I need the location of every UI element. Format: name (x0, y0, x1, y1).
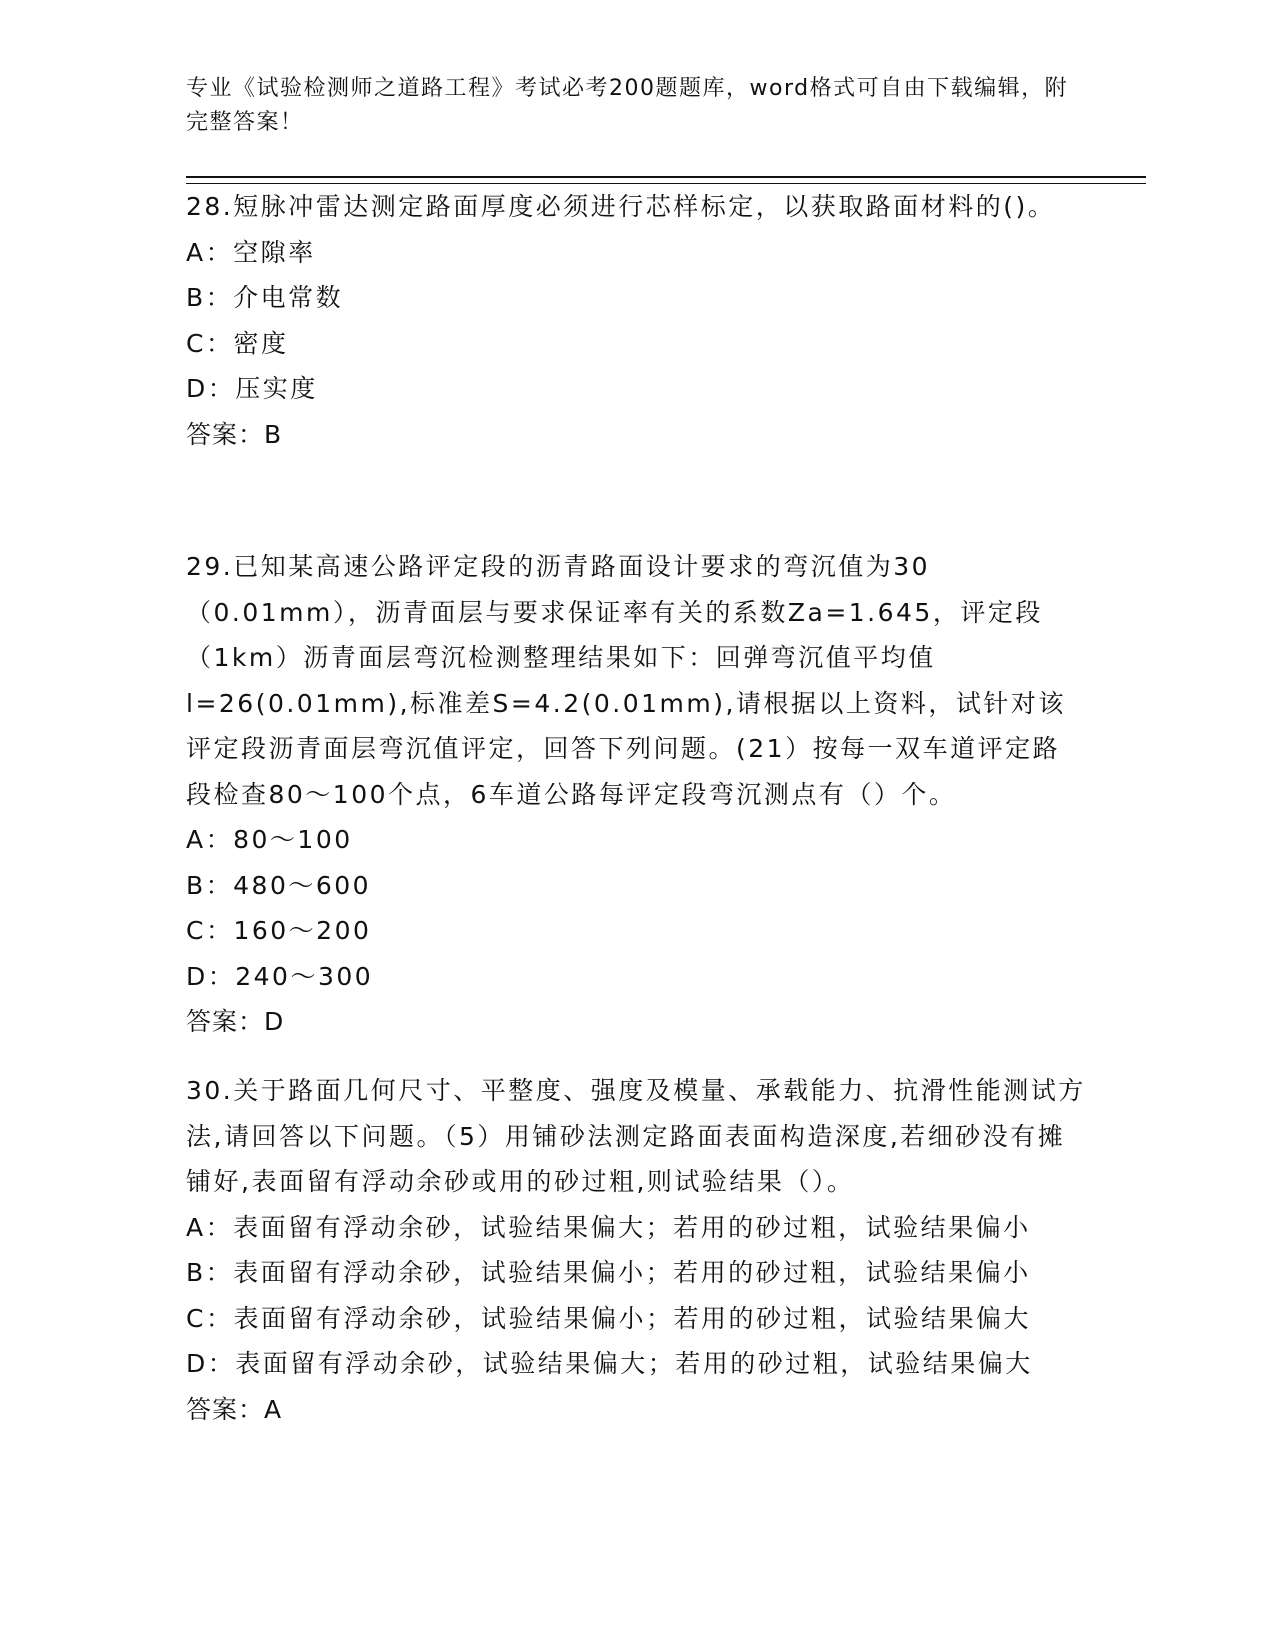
option-a: A：80～100 (186, 825, 353, 854)
option-a: A：空隙率 (186, 237, 316, 267)
option-d: D：表面留有浮动余砂，试验结果偏大；若用的砂过粗，试验结果偏大 (186, 1349, 1033, 1378)
option-c: C：160～200 (186, 916, 372, 945)
question-30 (186, 1068, 1086, 1432)
header-divider-thick (186, 176, 1146, 178)
document-header (186, 72, 1086, 140)
question-stem: 29.已知某高速公路评定段的沥青路面设计要求的弯沉值为30（0.01mm），沥青面层与要求保证率有关的系数Za=1.645，评定段（1km）沥青面层弯沉检测整理结果如下：回弹弯沉值平均值l=26(0.01mm),标准差S=4.2(0.01mm),请根据以上资料，试针对该评定段沥青面层弯沉值评定，回答下列问题。(21）按每一双车道评定路段检查80～100个点，6车道公路每评定段弯沉测点有（）个。 (186, 552, 1066, 809)
question-stem: 28.短脉冲雷达测定路面厚度必须进行芯样标定，以获取路面材料的()。 (186, 192, 1056, 221)
option-b: B：480～600 (186, 870, 372, 900)
header-title: 专业《试验检测师之道路工程》考试必考200题题库，word格式可自由下载编辑，附完整答案！ (186, 76, 1069, 135)
option-c: C：密度 (186, 328, 289, 358)
option-b: B：表面留有浮动余砂，试验结果偏小；若用的砂过粗，试验结果偏小 (186, 1258, 1031, 1287)
option-d: D：压实度 (186, 374, 318, 403)
option-d: D：240～300 (186, 961, 374, 991)
option-c: C：表面留有浮动余砂，试验结果偏小；若用的砂过粗，试验结果偏大 (186, 1303, 1031, 1333)
question-28 (186, 184, 1086, 457)
answer-line: 答案：A (186, 1394, 283, 1424)
option-b: B：介电常数 (186, 283, 344, 312)
question-29 (186, 544, 1086, 1045)
question-stem: 30.关于路面几何尺寸、平整度、强度及模量、承载能力、抗滑性能测试方法,请回答以下问题。（5）用铺砂法测定路面表面构造深度,若细砂没有摊铺好,表面留有浮动余砂或用的砂过粗,则试验结果（）。 (186, 1076, 1086, 1196)
answer-line: 答案：D (186, 1007, 285, 1036)
option-a: A：表面留有浮动余砂，试验结果偏大；若用的砂过粗，试验结果偏小 (186, 1212, 1031, 1242)
answer-line: 答案：B (186, 419, 283, 449)
